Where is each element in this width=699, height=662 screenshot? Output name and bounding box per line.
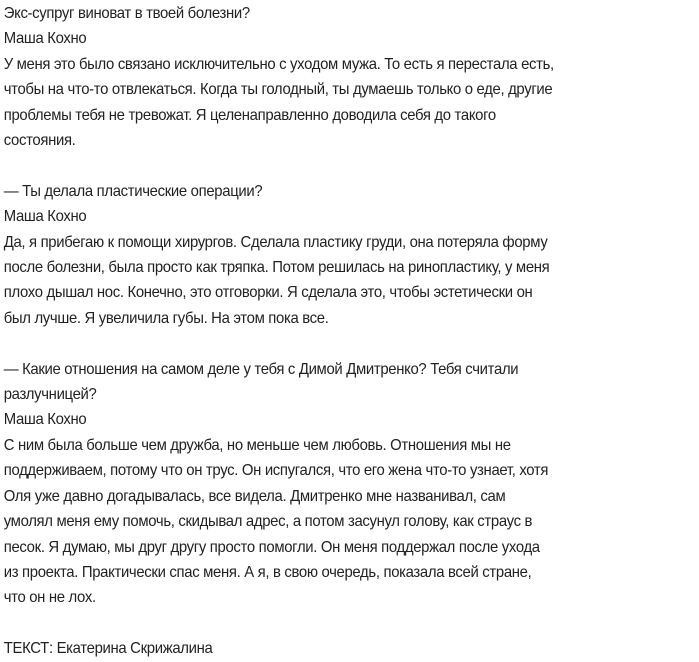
answer-line: песок. Я думаю, мы друг другу просто помогли. Он меня поддержал после ухода	[3, 538, 540, 556]
answer-line: Оля уже давно догадывалась, все видела. Дмитренко мне названивал, сам	[3, 487, 506, 505]
answer-line: чтобы на что-то отвлекаться. Когда ты голодный, ты думаешь только о еде, другие	[3, 81, 553, 99]
author-credit	[4, 636, 692, 661]
answer-line: плохо дышал нос. Конечно, это отговорки. Я сделала это, чтобы эстетически он	[3, 284, 533, 302]
question-line: — Ты делала пластические операции?	[3, 182, 263, 200]
question-line: Экс-супруг виноват в твоей болезни?	[3, 5, 250, 22]
question-line: разлучницей?	[3, 386, 97, 404]
answer-line: после болезни, была просто как тряпка. Потом решилась на ринопластику, у меня	[3, 259, 550, 277]
answer-line: был лучше. Я увеличила губы. На этом пока все.	[3, 309, 329, 327]
answer-line: состояния.	[3, 132, 76, 150]
answer-line: поддерживаем, потому что он трус. Он испугался, что его жена что-то узнает, хотя	[3, 462, 549, 480]
answer-line: С ним была больше чем дружба, но меньше чем любовь. Отношения мы не	[3, 436, 511, 454]
answer-line: что он не лох.	[3, 589, 96, 607]
speaker-name: Маша Кохно	[3, 30, 87, 48]
answer-line: проблемы тебя не тревожат. Я целенаправленно доводила себя до такого	[3, 106, 496, 124]
interview-section-1	[4, 1, 692, 153]
author-credit-text: ТЕКСТ: Екатерина Скрижалина	[3, 640, 213, 658]
answer-line: Да, я прибегаю к помощи хирургов. Сделала пластику груди, она потеряла форму	[3, 233, 548, 251]
answer-line: У меня это было связано исключительно с уходом мужа. То есть я перестала есть,	[3, 55, 554, 73]
speaker-name: Маша Кохно	[3, 208, 87, 226]
interview-section-2	[4, 179, 692, 331]
speaker-name: Маша Кохно	[3, 411, 87, 429]
interview-section-3	[4, 357, 692, 611]
answer-line: из проекта. Практически спас меня. А я, в свою очередь, показала всей стране,	[3, 563, 532, 581]
question-line: — Какие отношения на самом деле у тебя с Димой Дмитренко? Тебя считали	[3, 360, 519, 378]
answer-line: умолял меня ему помочь, скидывал адрес, а потом засунул голову, как страус в	[3, 513, 533, 531]
